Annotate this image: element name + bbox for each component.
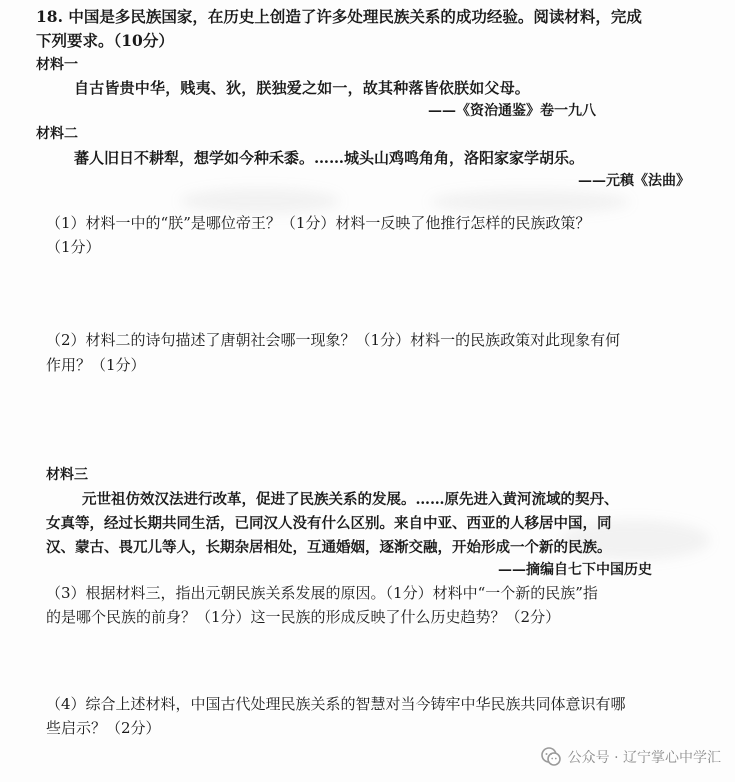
- material1-label: 材料一: [36, 57, 78, 73]
- material2-label: 材料二: [36, 126, 78, 142]
- material3-line2: 女真等，经过长期共同生活，已同汉人没有什么区别。来自中亚、西亚的人移居中国，同: [46, 515, 612, 532]
- q4-line2: 些启示？（2分）: [46, 719, 161, 737]
- scan-smudge: [430, 190, 630, 214]
- q1-line1: （1）材料一中的“朕”是哪位帝王？（1分）材料一反映了他推行怎样的民族政策？: [46, 214, 591, 232]
- question-intro-line1: 18. 中国是多民族国家，在历史上创造了许多处理民族关系的成功经验。阅读材料，完成: [36, 7, 642, 26]
- material1-source: ——《资治通鉴》卷一九八: [428, 103, 596, 119]
- watermark-text: 公众号 · 辽宁掌心中学汇: [567, 750, 721, 766]
- q4-line1: （4）综合上述材料，中国古代处理民族关系的智慧对当今铸牢中华民族共同体意识有哪: [46, 695, 626, 713]
- material1-text: 自古皆贵中华，贱夷、狄，朕独爱之如一，故其种落皆依朕如父母。: [74, 79, 531, 97]
- material3-source: ——摘编自七下中国历史: [498, 562, 652, 578]
- material2-source: ——元稹《法曲》: [578, 173, 690, 189]
- material3-line3: 汉、蒙古、畏兀儿等人，长期杂居相处，互通婚姻，逐渐交融，开始形成一个新的民族。: [46, 539, 612, 556]
- q2-line2: 作用？（1分）: [46, 356, 146, 374]
- question-intro-line2: 下列要求。（10分）: [36, 31, 174, 50]
- wechat-official-account-icon: [540, 746, 562, 768]
- q3-line1: （3）根据材料三，指出元朝民族关系发展的原因。（1分）材料中“一个新的民族”指: [46, 584, 598, 602]
- material2-text: 蕃人旧日不耕犁，想学如今种禾黍。……城头山鸡鸣角角，洛阳家家学胡乐。: [74, 149, 585, 167]
- q1-line2: （1分）: [46, 238, 101, 256]
- material3-line1: 元世祖仿效汉法进行改革，促进了民族关系的发展。……原先进入黄河流域的契丹、: [82, 491, 619, 508]
- q3-line2: 的是哪个民族的前身？（1分）这一民族的形成反映了什么历史趋势？（2分）: [46, 608, 561, 626]
- q2-line1: （2）材料二的诗句描述了唐朝社会哪一现象？（1分）材料一的民族政策对此现象有何: [46, 331, 621, 349]
- material3-label: 材料三: [46, 467, 88, 483]
- scan-smudge: [180, 188, 340, 214]
- watermark: [540, 746, 721, 768]
